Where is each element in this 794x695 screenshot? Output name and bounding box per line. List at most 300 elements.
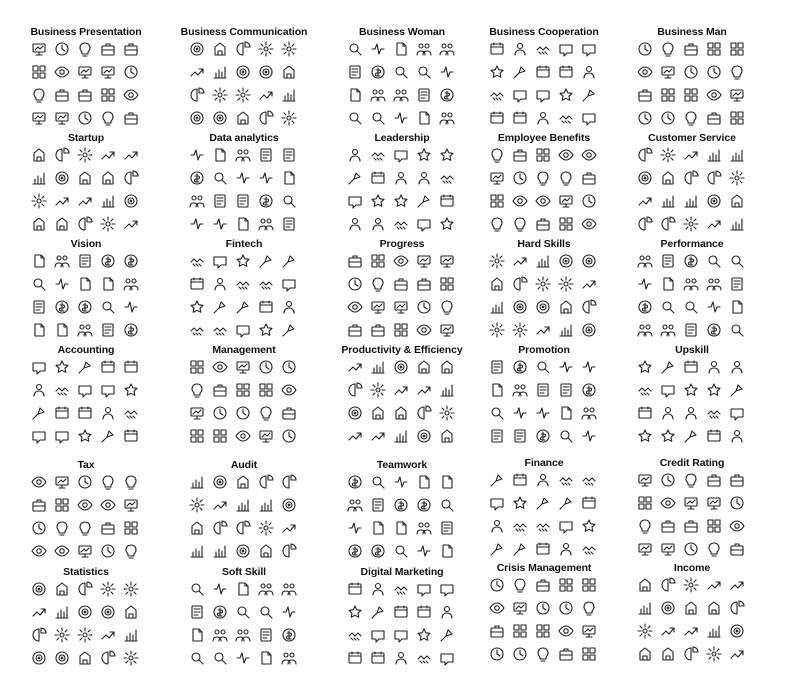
line-icon: [235, 147, 251, 163]
line-icon: [489, 299, 505, 315]
line-icon: [189, 253, 205, 269]
line-icon: [416, 650, 432, 666]
line-icon: [683, 299, 699, 315]
line-icon: [416, 359, 432, 375]
line-icon: [637, 87, 653, 103]
line-icon: [347, 147, 363, 163]
line-icon: [660, 41, 676, 57]
line-icon: [637, 577, 653, 593]
line-icon: [123, 428, 139, 444]
line-icon: [439, 170, 455, 186]
line-icon: [581, 359, 597, 375]
line-icon: [512, 600, 528, 616]
line-icon: [512, 518, 528, 534]
line-icon: [729, 359, 745, 375]
line-icon: [189, 650, 205, 666]
line-icon: [54, 216, 70, 232]
line-icon: [235, 604, 251, 620]
line-icon: [558, 646, 574, 662]
icon-grid: [31, 359, 147, 444]
line-icon: [393, 193, 409, 209]
line-icon: [235, 520, 251, 536]
line-icon: [100, 405, 116, 421]
line-icon: [581, 518, 597, 534]
icon-grid: [637, 359, 753, 444]
line-icon: [512, 170, 528, 186]
line-icon: [123, 87, 139, 103]
line-icon: [393, 322, 409, 338]
line-icon: [235, 382, 251, 398]
line-icon: [347, 474, 363, 490]
line-icon: [393, 87, 409, 103]
line-icon: [416, 276, 432, 292]
line-icon: [660, 147, 676, 163]
line-icon: [347, 216, 363, 232]
line-icon: [706, 64, 722, 80]
line-icon: [281, 170, 297, 186]
icon-grid: [31, 253, 147, 338]
line-icon: [347, 253, 363, 269]
icon-grid: [189, 359, 305, 444]
line-icon: [347, 627, 363, 643]
line-icon: [258, 216, 274, 232]
line-icon: [281, 382, 297, 398]
line-icon: [54, 581, 70, 597]
line-icon: [393, 543, 409, 559]
line-icon: [660, 382, 676, 398]
line-icon: [189, 359, 205, 375]
line-icon: [281, 193, 297, 209]
line-icon: [258, 147, 274, 163]
line-icon: [212, 193, 228, 209]
line-icon: [212, 543, 228, 559]
icon-set-title: Business Man: [657, 26, 727, 38]
line-icon: [416, 253, 432, 269]
line-icon: [683, 541, 699, 557]
line-icon: [439, 41, 455, 57]
line-icon: [683, 472, 699, 488]
line-icon: [683, 623, 699, 639]
line-icon: [31, 87, 47, 103]
icon-set-title: Employee Benefits: [497, 132, 591, 144]
line-icon: [347, 520, 363, 536]
icon-set-title: Customer Service: [648, 132, 736, 144]
line-icon: [258, 520, 274, 536]
line-icon: [416, 299, 432, 315]
line-icon: [706, 322, 722, 338]
line-icon: [281, 322, 297, 338]
line-icon: [54, 193, 70, 209]
line-icon: [637, 495, 653, 511]
line-icon: [660, 495, 676, 511]
line-icon: [660, 87, 676, 103]
line-icon: [281, 428, 297, 444]
line-icon: [512, 41, 528, 57]
icon-grid: [31, 474, 147, 559]
line-icon: [706, 359, 722, 375]
line-icon: [31, 474, 47, 490]
line-icon: [439, 299, 455, 315]
line-icon: [512, 216, 528, 232]
line-icon: [100, 193, 116, 209]
line-icon: [189, 474, 205, 490]
line-icon: [235, 543, 251, 559]
line-icon: [258, 110, 274, 126]
line-icon: [100, 543, 116, 559]
line-icon: [683, 322, 699, 338]
line-icon: [281, 216, 297, 232]
line-icon: [370, 474, 386, 490]
line-icon: [100, 627, 116, 643]
line-icon: [581, 216, 597, 232]
line-icon: [100, 170, 116, 186]
icon-grid: [347, 41, 463, 126]
line-icon: [706, 623, 722, 639]
line-icon: [637, 472, 653, 488]
line-icon: [77, 110, 93, 126]
line-icon: [512, 64, 528, 80]
line-icon: [637, 193, 653, 209]
line-icon: [535, 472, 551, 488]
line-icon: [683, 110, 699, 126]
line-icon: [416, 216, 432, 232]
line-icon: [258, 359, 274, 375]
line-icon: [512, 147, 528, 163]
line-icon: [123, 147, 139, 163]
line-icon: [416, 147, 432, 163]
line-icon: [393, 41, 409, 57]
icon-set-title: Fintech: [225, 238, 263, 250]
line-icon: [347, 41, 363, 57]
line-icon: [416, 41, 432, 57]
line-icon: [31, 147, 47, 163]
line-icon: [581, 253, 597, 269]
line-icon: [100, 276, 116, 292]
line-icon: [189, 604, 205, 620]
line-icon: [683, 64, 699, 80]
icon-grid: [637, 472, 753, 557]
line-icon: [439, 110, 455, 126]
line-icon: [235, 650, 251, 666]
line-icon: [31, 322, 47, 338]
line-icon: [100, 64, 116, 80]
line-icon: [393, 253, 409, 269]
line-icon: [706, 170, 722, 186]
line-icon: [637, 405, 653, 421]
line-icon: [439, 87, 455, 103]
line-icon: [281, 276, 297, 292]
line-icon: [393, 581, 409, 597]
line-icon: [77, 216, 93, 232]
line-icon: [31, 216, 47, 232]
line-icon: [54, 322, 70, 338]
icon-grid: [489, 577, 605, 662]
icon-set-title: Accounting: [57, 344, 115, 356]
icon-grid: [489, 359, 605, 444]
line-icon: [235, 627, 251, 643]
line-icon: [370, 110, 386, 126]
line-icon: [258, 604, 274, 620]
line-icon: [77, 497, 93, 513]
line-icon: [729, 147, 745, 163]
line-icon: [258, 322, 274, 338]
line-icon: [637, 276, 653, 292]
line-icon: [683, 495, 699, 511]
line-icon: [729, 87, 745, 103]
line-icon: [77, 359, 93, 375]
line-icon: [31, 543, 47, 559]
line-icon: [439, 474, 455, 490]
line-icon: [281, 299, 297, 315]
line-icon: [439, 253, 455, 269]
line-icon: [558, 87, 574, 103]
icon-grid: [637, 147, 753, 232]
line-icon: [489, 170, 505, 186]
line-icon: [212, 276, 228, 292]
line-icon: [100, 41, 116, 57]
line-icon: [637, 216, 653, 232]
line-icon: [281, 604, 297, 620]
line-icon: [281, 87, 297, 103]
line-icon: [581, 110, 597, 126]
line-icon: [212, 497, 228, 513]
line-icon: [416, 497, 432, 513]
line-icon: [347, 110, 363, 126]
line-icon: [393, 299, 409, 315]
icon-set-title: Leadership: [374, 132, 430, 144]
line-icon: [258, 474, 274, 490]
line-icon: [660, 405, 676, 421]
line-icon: [54, 359, 70, 375]
line-icon: [54, 110, 70, 126]
line-icon: [512, 405, 528, 421]
line-icon: [258, 428, 274, 444]
line-icon: [660, 646, 676, 662]
line-icon: [558, 110, 574, 126]
line-icon: [123, 299, 139, 315]
icon-set-title: Crisis Management: [496, 562, 592, 574]
line-icon: [258, 627, 274, 643]
line-icon: [660, 299, 676, 315]
line-icon: [235, 359, 251, 375]
line-icon: [535, 147, 551, 163]
line-icon: [189, 170, 205, 186]
line-icon: [393, 520, 409, 536]
line-icon: [123, 405, 139, 421]
line-icon: [535, 170, 551, 186]
line-icon: [535, 405, 551, 421]
line-icon: [729, 405, 745, 421]
line-icon: [235, 87, 251, 103]
line-icon: [258, 650, 274, 666]
line-icon: [189, 110, 205, 126]
line-icon: [370, 322, 386, 338]
line-icon: [512, 382, 528, 398]
icon-grid: [489, 41, 605, 126]
icon-set-title: Progress: [379, 238, 425, 250]
icon-set-title: Promotion: [518, 344, 570, 356]
line-icon: [416, 428, 432, 444]
line-icon: [212, 627, 228, 643]
icon-grid: [189, 474, 305, 559]
line-icon: [439, 276, 455, 292]
line-icon: [729, 472, 745, 488]
line-icon: [347, 193, 363, 209]
line-icon: [100, 497, 116, 513]
line-icon: [729, 600, 745, 616]
line-icon: [31, 276, 47, 292]
line-icon: [212, 322, 228, 338]
line-icon: [535, 382, 551, 398]
line-icon: [54, 497, 70, 513]
line-icon: [123, 650, 139, 666]
line-icon: [660, 623, 676, 639]
line-icon: [189, 520, 205, 536]
line-icon: [581, 405, 597, 421]
icon-grid: [347, 253, 463, 338]
line-icon: [212, 253, 228, 269]
line-icon: [512, 299, 528, 315]
line-icon: [31, 64, 47, 80]
line-icon: [512, 577, 528, 593]
line-icon: [581, 382, 597, 398]
line-icon: [212, 405, 228, 421]
line-icon: [54, 474, 70, 490]
line-icon: [683, 193, 699, 209]
line-icon: [581, 170, 597, 186]
line-icon: [439, 604, 455, 620]
icon-grid: [189, 581, 305, 666]
line-icon: [235, 428, 251, 444]
line-icon: [370, 170, 386, 186]
line-icon: [512, 495, 528, 511]
line-icon: [31, 428, 47, 444]
line-icon: [558, 382, 574, 398]
line-icon: [100, 216, 116, 232]
line-icon: [683, 147, 699, 163]
line-icon: [123, 170, 139, 186]
line-icon: [729, 64, 745, 80]
icon-set-title: Management: [212, 344, 276, 356]
icon-set-title: Digital Marketing: [360, 566, 444, 578]
line-icon: [535, 193, 551, 209]
icon-grid: [347, 147, 463, 232]
line-icon: [281, 147, 297, 163]
line-icon: [77, 382, 93, 398]
line-icon: [558, 577, 574, 593]
line-icon: [660, 359, 676, 375]
line-icon: [439, 520, 455, 536]
line-icon: [393, 64, 409, 80]
line-icon: [535, 577, 551, 593]
line-icon: [512, 646, 528, 662]
line-icon: [281, 650, 297, 666]
line-icon: [535, 518, 551, 534]
line-icon: [706, 253, 722, 269]
line-icon: [370, 497, 386, 513]
line-icon: [558, 216, 574, 232]
line-icon: [558, 170, 574, 186]
line-icon: [281, 405, 297, 421]
line-icon: [347, 497, 363, 513]
line-icon: [439, 382, 455, 398]
line-icon: [54, 276, 70, 292]
line-icon: [212, 170, 228, 186]
line-icon: [535, 623, 551, 639]
line-icon: [729, 428, 745, 444]
line-icon: [100, 253, 116, 269]
line-icon: [660, 110, 676, 126]
line-icon: [535, 216, 551, 232]
line-icon: [706, 382, 722, 398]
line-icon: [100, 87, 116, 103]
line-icon: [31, 359, 47, 375]
line-icon: [347, 170, 363, 186]
line-icon: [706, 518, 722, 534]
line-icon: [558, 253, 574, 269]
line-icon: [393, 428, 409, 444]
line-icon: [706, 646, 722, 662]
line-icon: [512, 253, 528, 269]
line-icon: [100, 520, 116, 536]
line-icon: [189, 322, 205, 338]
line-icon: [683, 382, 699, 398]
line-icon: [31, 299, 47, 315]
line-icon: [489, 253, 505, 269]
line-icon: [235, 276, 251, 292]
line-icon: [729, 623, 745, 639]
line-icon: [123, 520, 139, 536]
line-icon: [31, 497, 47, 513]
line-icon: [706, 216, 722, 232]
line-icon: [281, 41, 297, 57]
line-icon: [54, 604, 70, 620]
line-icon: [77, 299, 93, 315]
line-icon: [660, 577, 676, 593]
line-icon: [416, 110, 432, 126]
line-icon: [123, 359, 139, 375]
line-icon: [393, 147, 409, 163]
line-icon: [100, 428, 116, 444]
line-icon: [439, 497, 455, 513]
line-icon: [100, 650, 116, 666]
line-icon: [31, 520, 47, 536]
line-icon: [512, 110, 528, 126]
line-icon: [258, 253, 274, 269]
icon-set-title: Performance: [660, 238, 724, 250]
line-icon: [123, 627, 139, 643]
line-icon: [558, 359, 574, 375]
line-icon: [558, 405, 574, 421]
line-icon: [535, 87, 551, 103]
line-icon: [31, 405, 47, 421]
line-icon: [637, 110, 653, 126]
line-icon: [489, 359, 505, 375]
line-icon: [258, 276, 274, 292]
line-icon: [347, 650, 363, 666]
line-icon: [100, 299, 116, 315]
line-icon: [281, 627, 297, 643]
line-icon: [123, 64, 139, 80]
line-icon: [706, 495, 722, 511]
line-icon: [370, 382, 386, 398]
icon-set-title: Vision: [70, 238, 102, 250]
line-icon: [347, 64, 363, 80]
line-icon: [235, 299, 251, 315]
line-icon: [683, 405, 699, 421]
line-icon: [31, 253, 47, 269]
line-icon: [235, 497, 251, 513]
